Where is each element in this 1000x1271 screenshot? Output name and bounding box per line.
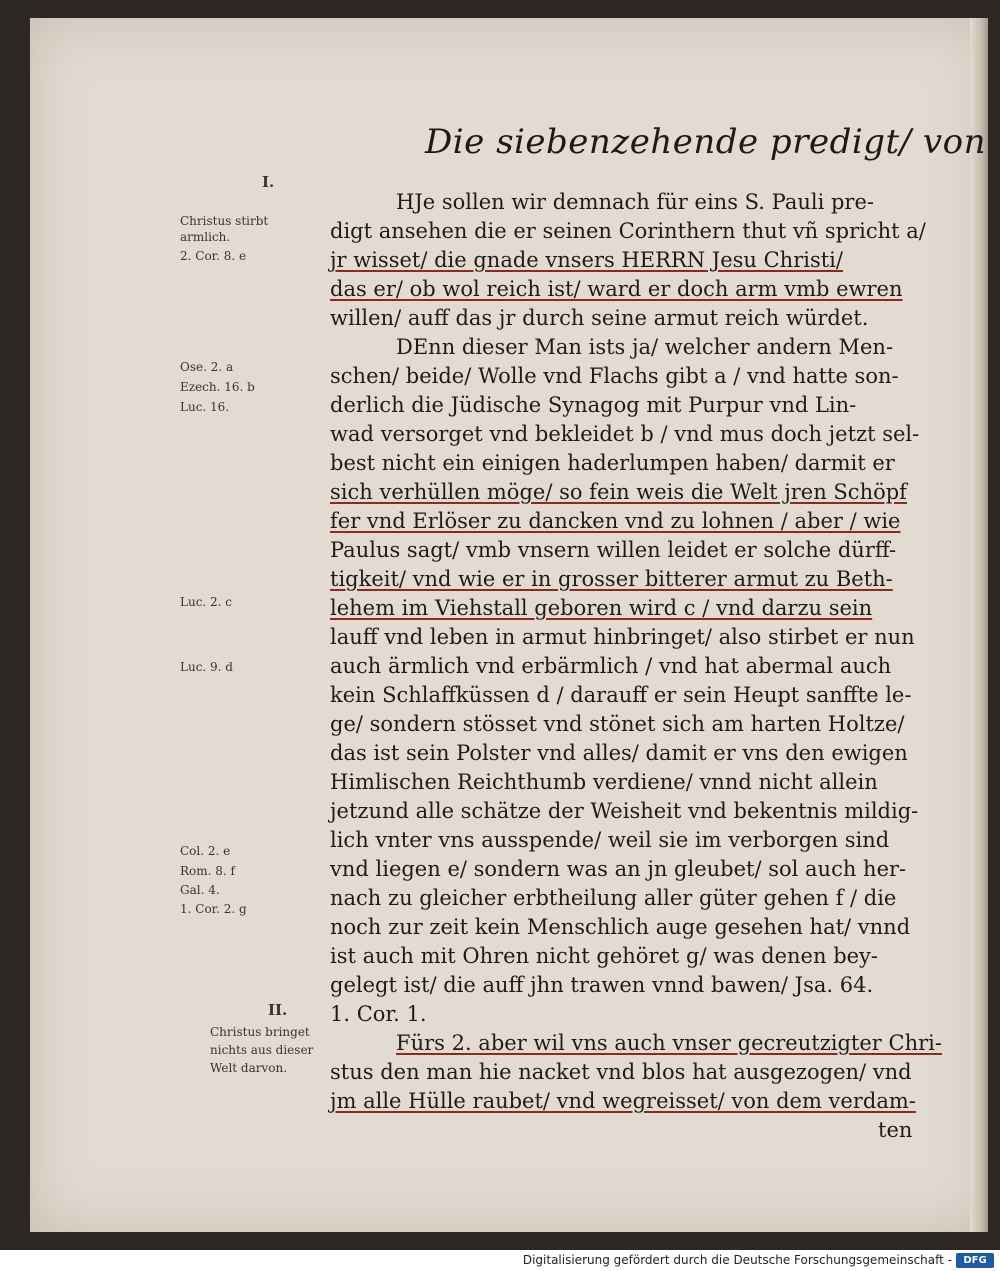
text-line: digt ansehen die er seinen Corinthern thut vñ spricht a/ [330,219,926,243]
margin-note: Welt darvon. [210,1061,288,1075]
page-edge [970,18,988,1232]
text-line-underlined: jm alle Hülle raubet/ vnd wegreisset/ von dem verdam- [330,1089,916,1113]
text-line: noch zur zeit kein Menschlich auge gesehen hat/ vnnd [330,915,911,939]
text-line: jetzund alle schätze der Weisheit vnd bekentnis mildig- [330,799,919,823]
page-header: Die siebenzehende predigt/ von [425,122,986,162]
text-line: auch ärmlich vnd erbärmlich / vnd hat abermal auch [330,654,892,678]
text-line: HJe sollen wir demnach für eins S. Pauli pre- [396,190,874,214]
margin-note: armlich. [180,230,231,244]
text-line: vnd liegen e/ sondern was an jn gleubet/ sol auch her- [330,857,907,881]
text-line-underlined: jr wisset/ die gnade vnsers HERRN Jesu Christi/ [330,248,843,272]
margin-reference: 2. Cor. 8. e [180,249,247,263]
margin-reference: Col. 2. e [180,844,231,858]
dfg-logo[interactable]: DFG [956,1253,994,1268]
text-line-underlined: lehem im Viehstall geboren wird c / vnd darzu sein [330,596,873,620]
margin-number: I. [262,173,275,191]
text-line: derlich die Jüdische Synagog mit Purpur vnd Lin- [330,393,857,417]
margin-note: nichts aus dieser [210,1043,314,1057]
text-line: nach zu gleicher erbtheilung aller güter gehen f / die [330,886,897,910]
text-line: DEnn dieser Man ists ja/ welcher andern Men- [396,335,894,359]
funding-credit: Digitalisierung gefördert durch die Deutsche Forschungsgemeinschaft - [522,1253,952,1267]
text-line-underlined: das er/ ob wol reich ist/ ward er doch arm vmb ewren [330,277,903,301]
margin-note: Christus stirbt [180,214,269,228]
footer-bar [0,1250,1000,1271]
text-line: wad versorget vnd bekleidet b / vnd mus doch jetzt sel- [330,422,920,446]
text-line: lauff vnd leben in armut hinbringet/ also stirbet er nun [330,625,915,649]
text-line: willen/ auff das jr durch seine armut reich würdet. [330,306,869,330]
catchword: ten [878,1118,913,1142]
margin-reference: 1. Cor. 2. g [180,902,247,916]
text-line: ge/ sondern stösset vnd stönet sich am harten Holtze/ [330,712,905,736]
margin-reference: Gal. 4. [180,883,220,897]
text-line: schen/ beide/ Wolle vnd Flachs gibt a / vnd hatte son- [330,364,899,388]
text-line: Himlischen Reichthumb verdiene/ vnnd nicht allein [330,770,878,794]
text-line: ist auch mit Ohren nicht gehöret g/ was denen bey- [330,944,879,968]
margin-reference: Luc. 2. c [180,595,233,609]
text-line: best nicht ein einigen haderlumpen haben/ darmit er [330,451,895,475]
margin-reference: Ose. 2. a [180,360,234,374]
text-line-underlined: fer vnd Erlöser zu dancken vnd zu lohnen / aber / wie [330,509,901,533]
text-line: gelegt ist/ die auff jhn trawen vnnd bawen/ Jsa. 64. [330,973,874,997]
text-line: Paulus sagt/ vmb vnsern willen leidet er solche dürff- [330,538,897,562]
text-line: stus den man hie nacket vnd blos hat ausgezogen/ vnd [330,1060,912,1084]
text-line: lich vnter vns ausspende/ weil sie im verborgen sind [330,828,890,852]
text-line: das ist sein Polster vnd alles/ damit er vns den ewigen [330,741,908,765]
text-line-underlined: tigkeit/ vnd wie er in grosser bitterer armut zu Beth- [330,567,893,591]
margin-reference: Rom. 8. f [180,864,235,878]
margin-reference: Luc. 16. [180,400,230,414]
margin-note: Christus bringet [210,1025,310,1039]
margin-reference: Luc. 9. d [180,660,233,674]
text-line: kein Schlaffküssen d / darauff er sein Heupt sanffte le- [330,683,912,707]
text-line: 1. Cor. 1. [330,1002,427,1026]
margin-reference: Ezech. 16. b [180,380,255,394]
margin-number: II. [268,1001,288,1019]
text-line-underlined: sich verhüllen möge/ so fein weis die Welt jren Schöpf [330,480,907,504]
text-line-underlined: Fürs 2. aber wil vns auch vnser gecreutzigter Chri- [396,1031,942,1055]
